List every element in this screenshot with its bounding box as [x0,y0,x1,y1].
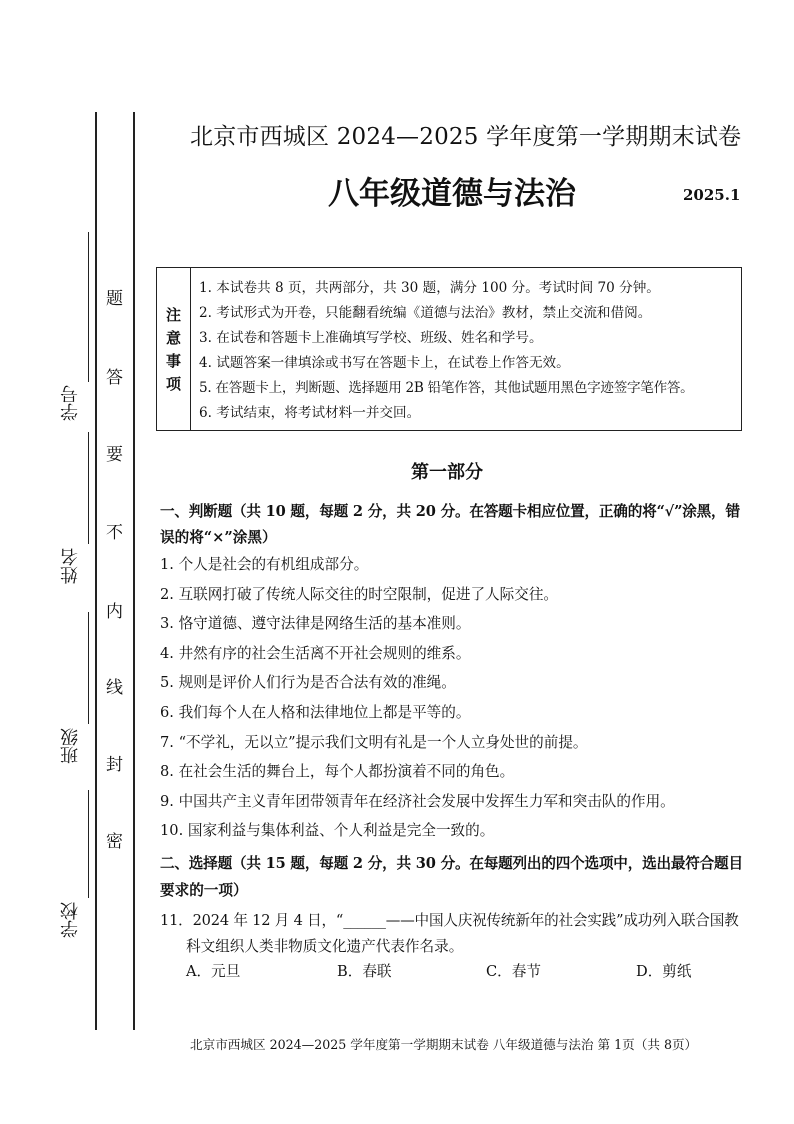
judge-question: 10. 国家利益与集体利益、个人利益是完全一致的。 [160,822,495,840]
binding-line-inner [133,112,135,1030]
field-underline-class [88,612,89,724]
seal-char-5: 内 [106,602,123,622]
subject-title: 八年级道德与法治 [328,176,576,212]
field-label-student-id: 学号 [60,385,81,421]
notice-item: 4. 试题答案一律填涂或书写在答题卡上，在试卷上作答无效。 [199,355,570,371]
judge-question: 9. 中国共产主义青年团带领青年在经济社会发展中发挥生力军和突击队的作用。 [160,792,675,810]
seal-char-1: 题 [106,289,123,309]
notice-label-char: 事 [166,352,182,370]
notice-item: 6. 考试结束，将考试材料一并交回。 [199,405,421,421]
question-11-line2: 科文组织人类非物质文化遗产代表作名录。 [186,938,464,955]
judge-question: 8. 在社会生活的舞台上，每个人都扮演着不同的角色。 [160,763,515,781]
judge-question: 1. 个人是社会的有机组成部分。 [160,556,369,573]
option-c: C．春节 [486,963,541,980]
exam-title: 北京市西城区 2024—2025 学年度第一学期期末试卷 [190,124,742,150]
seal-char-3: 要 [106,445,123,465]
field-label-name: 姓名 [60,548,81,584]
seal-char-7: 封 [106,755,123,775]
judge-question: 4. 井然有序的社会生活离不开社会规则的维系。 [160,644,471,662]
page-footer: 北京市西城区 2024—2025 学年度第一学期期末试卷 八年级道德与法治 第 1页（共 8页） [190,1037,698,1052]
exam-date: 2025.1 [683,186,741,204]
judge-heading-line2: 误的将“×”涂黑） [160,529,277,546]
field-label-school: 学校 [60,902,81,938]
seal-char-8: 密 [106,832,123,852]
part-title: 第一部分 [411,462,483,483]
judge-question: 3. 恪守道德、遵守法律是网络生活的基本准则。 [160,615,471,633]
field-underline-name [88,432,89,544]
notice-label-column [157,268,191,430]
judge-question-list [160,550,675,846]
notice-label-char: 项 [166,375,182,393]
choice-heading-line2: 要求的一项） [160,882,248,899]
option-d: D．剪纸 [636,963,692,980]
judge-question: 2. 互联网打破了传统人际交往的时空限制，促进了人际交往。 [160,585,559,603]
field-underline-student-id [88,232,89,382]
seal-char-6: 线 [106,678,123,698]
notice-item: 5. 在答题卡上，判断题、选择题用 2B 铅笔作答，其他试题用黑色字迹签字笔作答。 [199,380,694,396]
seal-char-4: 不 [106,523,123,543]
binding-line-outer [95,112,97,1030]
judge-question: 5. 规则是评价人们行为是否合法有效的准绳。 [160,674,456,692]
seal-char-2: 答 [106,368,123,388]
option-b: B．春联 [337,963,392,980]
choice-heading-line1: 二、选择题（共 15 题，每题 2 分，共 30 分。在每题列出的四个选项中，选出最符合题目 [160,855,743,872]
notice-label-char: 注 [166,306,182,324]
judge-question: 7. “不学礼，无以立”提示我们文明有礼是一个人立身处世的前提。 [160,733,588,751]
judge-question: 6. 我们每个人在人格和法律地位上都是平等的。 [160,703,471,721]
question-11-line1: 11．2024 年 12 月 4 日，“______——中国人庆祝传统新年的社会实践”成功列入联合国教 [160,912,739,929]
notice-label-char: 意 [166,329,182,347]
notice-item: 2. 考试形式为开卷，只能翻看统编《道德与法治》教材，禁止交流和借阅。 [199,305,652,321]
notice-item: 1. 本试卷共 8 页，共两部分，共 30 题，满分 100 分。考试时间 70 分钟。 [199,280,660,296]
option-a: A．元旦 [186,963,241,980]
notice-item: 3. 在试卷和答题卡上准确填写学校、班级、姓名和学号。 [199,330,543,346]
judge-heading-line1: 一、判断题（共 10 题，每题 2 分，共 20 分。在答题卡相应位置，正确的将“√”涂黑，错 [160,503,740,520]
field-underline-school [88,790,89,898]
field-label-class: 班级 [60,728,81,764]
notice-list [199,276,693,426]
notice-box [156,267,742,431]
